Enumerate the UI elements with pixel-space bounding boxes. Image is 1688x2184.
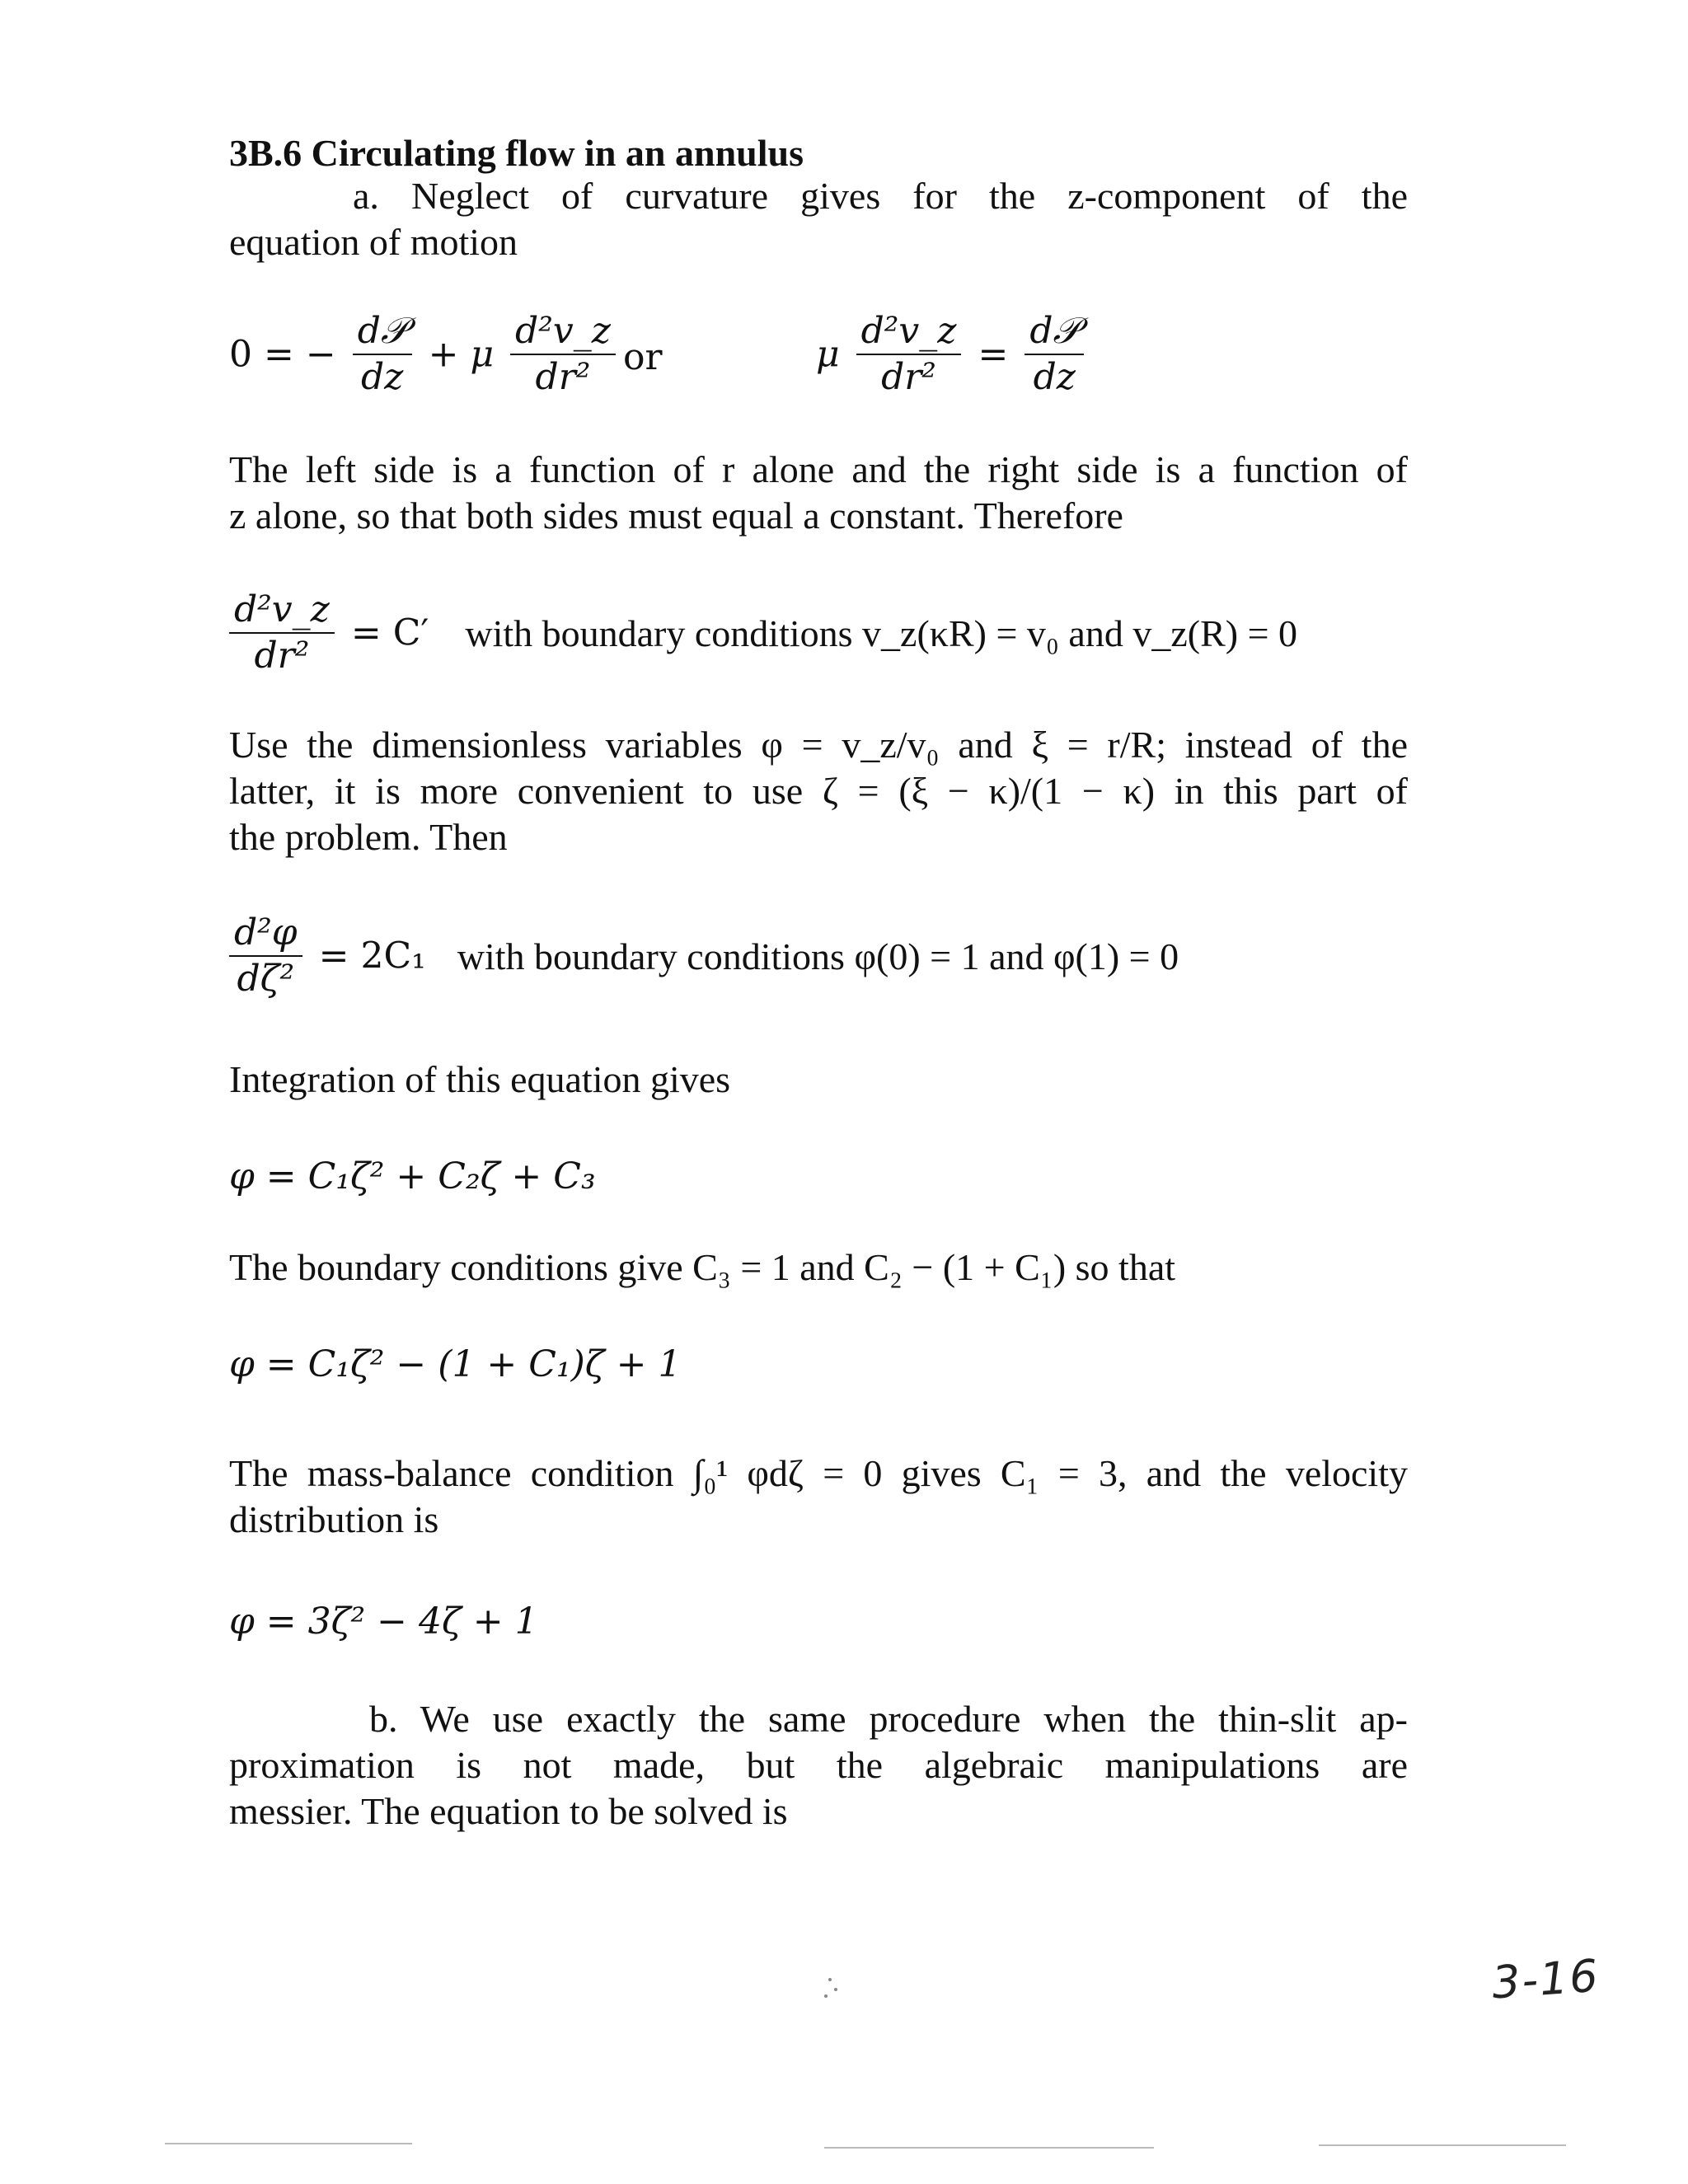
scan-edge-line — [1319, 2144, 1566, 2146]
eq1-lhs: 0 = − — [229, 333, 336, 376]
eq1-t2-denominator: dr² — [510, 354, 616, 400]
eq1-fraction-d2vz-dr2 — [510, 309, 616, 400]
equation-constant — [229, 588, 1297, 678]
paragraph-left-right-line2: z alone, so that both sides must equal a constant. Therefore — [229, 494, 1123, 537]
part-b-paragraph — [229, 1696, 1408, 1835]
paragraph-left-right-line1: The left side is a function of r alone and the right side is a function of — [229, 448, 1408, 490]
eq1-t1-denominator: dz — [353, 354, 412, 400]
paragraph-dimensionless — [229, 722, 1408, 860]
paragraph-integration: Integration of this equation gives — [229, 1058, 731, 1100]
equation-of-motion — [229, 309, 621, 400]
paragraph-dimensionless-line1: Use the dimensionless variables φ = v_z/v₀ and ξ = r/R; instead of the — [229, 724, 1408, 766]
scan-speck — [834, 1988, 837, 1991]
eq3-denominator: dζ² — [229, 955, 302, 1001]
paragraph-boundary-conditions: The boundary conditions give C₃ = 1 and C₂ − (1 + C₁) so that — [229, 1246, 1176, 1288]
part-a-intro-line2: equation of motion — [229, 221, 518, 263]
eq1-rhs-fraction-dp-dz — [1025, 309, 1084, 400]
eq1-fraction-dp-dz — [353, 309, 412, 400]
heading: 3B.6 Circulating flow in an annulus — [229, 132, 804, 174]
eq2-numerator: d²v_z — [234, 588, 330, 630]
eq2-denominator: dr² — [229, 632, 335, 678]
scan-speck — [824, 1994, 828, 1998]
scan-edge-line — [165, 2143, 412, 2144]
paragraph-mass-balance-line2: distribution is — [229, 1498, 439, 1540]
equation-phi-ode — [229, 911, 1179, 1001]
eq1-t2-numerator: d²v_z — [515, 310, 611, 352]
eq1-or: or — [623, 336, 663, 378]
scan-speck — [828, 1978, 832, 1981]
eq1-mu: μ — [816, 333, 840, 376]
part-b-line1: b. We use exactly the same procedure when the thin-slit ap- — [369, 1698, 1408, 1740]
equation-general-solution: φ = C₁ζ² + C₂ζ + C₃ — [229, 1155, 596, 1197]
eq1-p-denominator: dz — [1025, 354, 1084, 400]
eq1-t1-numerator: d𝒫 — [357, 310, 407, 352]
part-a-intro — [229, 173, 1408, 265]
eq1-r-denominator: dr² — [856, 354, 962, 400]
eq1-p-numerator: d𝒫 — [1029, 310, 1080, 352]
equation-solution-c1: φ = C₁ζ² − (1 + C₁)ζ + 1 — [229, 1343, 682, 1385]
eq3-rhs: = 2C₁ — [318, 935, 426, 977]
equation-velocity-distribution: φ = 3ζ² − 4ζ + 1 — [229, 1601, 538, 1643]
handwritten-page-number: 3-16 — [1489, 1949, 1601, 2009]
eq3-boundary-conditions: with boundary conditions φ(0) = 1 and φ(1) = 0 — [457, 935, 1179, 977]
eq1-equals: = — [978, 333, 1009, 376]
eq3-numerator: d²φ — [234, 912, 298, 954]
eq2-boundary-conditions: with boundary conditions v_z(κR) = v₀ and v_z(R) = 0 — [465, 612, 1298, 654]
paragraph-mass-balance-line1: The mass-balance condition ∫₀¹ φdζ = 0 gives C₁ = 3, and the velocity — [229, 1452, 1408, 1494]
paragraph-left-right — [229, 447, 1408, 539]
paragraph-dimensionless-line3: the problem. Then — [229, 816, 508, 858]
eq3-fraction — [229, 911, 302, 1001]
paragraph-dimensionless-line2: latter, it is more convenient to use ζ = (ξ − κ)/(1 − κ) in this part of — [229, 770, 1408, 812]
scan-edge-line — [824, 2147, 1154, 2149]
eq2-fraction — [229, 588, 335, 678]
eq1-r-numerator: d²v_z — [860, 310, 957, 352]
eq1-plus-mu: + μ — [428, 333, 495, 376]
eq1-rhs-fraction-d2vz-dr2 — [856, 309, 962, 400]
paragraph-mass-balance — [229, 1451, 1408, 1543]
part-b-line3: messier. The equation to be solved is — [229, 1790, 788, 1832]
part-a-intro-line1: a. Neglect of curvature gives for the z-component of the — [353, 175, 1408, 217]
equation-of-motion-rearranged — [816, 309, 1089, 400]
eq2-rhs: = C′ — [350, 612, 429, 654]
part-b-line2: proximation is not made, but the algebraic manipulations are — [229, 1744, 1408, 1786]
